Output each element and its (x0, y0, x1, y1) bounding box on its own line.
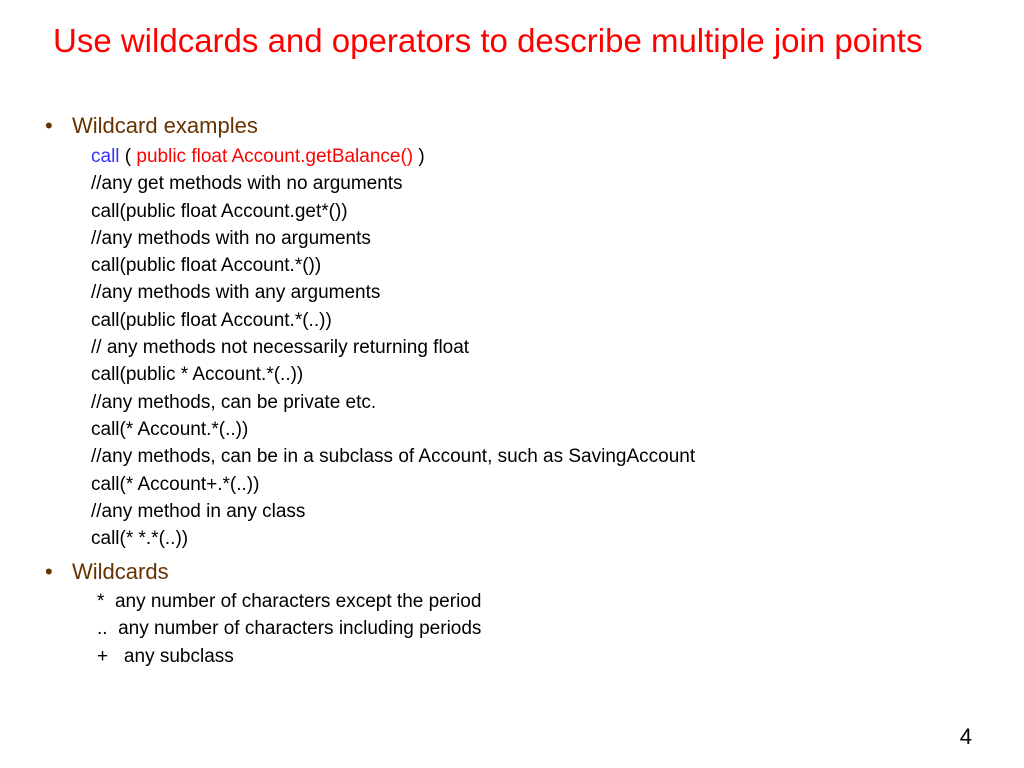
code-line: call(public float Account.*(..)) (91, 309, 332, 331)
bullet-wildcards (45, 558, 169, 586)
bullet-heading: Wildcard examples (72, 113, 258, 138)
wildcard-line: * any number of characters except the period (97, 591, 482, 612)
code-line: //any get methods with no arguments (91, 173, 403, 195)
code-line: // any methods not necessarily returning float (91, 337, 470, 359)
wildcards-list (97, 588, 481, 670)
wildcard-examples-list (91, 143, 695, 552)
open-paren: ( (119, 146, 137, 167)
bullet-dot: • (45, 559, 53, 584)
close-paren: ) (413, 146, 425, 167)
code-line: call(public float Account.get*()) (91, 200, 348, 222)
code-line: //any methods, can be private etc. (91, 391, 377, 413)
code-line: call(public float Account.*()) (91, 255, 322, 277)
bullet-dot: • (45, 113, 53, 138)
code-line: call(public * Account.*(..)) (91, 364, 304, 386)
slide-title: Use wildcards and operators to describe multiple join points (53, 22, 923, 59)
bullet-heading: Wildcards (72, 559, 169, 584)
bullet-wildcard-examples (45, 112, 258, 140)
code-line: //any methods with no arguments (91, 227, 371, 249)
call-keyword: call (91, 146, 120, 167)
method-signature: public float Account.getBalance() (136, 146, 414, 167)
slide-number: 4 (959, 724, 972, 749)
code-line: //any methods, can be in a subclass of Account, such as SavingAccount (91, 446, 696, 468)
code-line: call(* *.*(..)) (91, 528, 189, 550)
code-line: call(* Account.*(..)) (91, 418, 249, 440)
code-line: //any method in any class (91, 500, 306, 522)
code-line: //any methods with any arguments (91, 282, 381, 304)
wildcard-line: .. any number of characters including periods (97, 618, 482, 640)
code-line: call(* Account+.*(..)) (91, 473, 260, 495)
code-line-first (91, 143, 695, 170)
wildcard-line: + any subclass (97, 645, 234, 667)
